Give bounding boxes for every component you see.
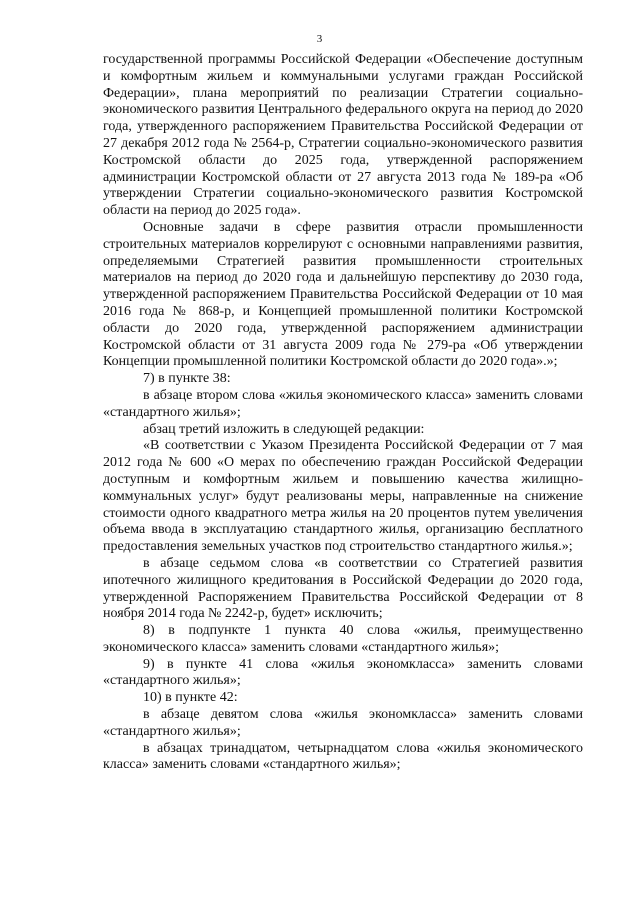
paragraph-item-7-third: абзац третий изложить в следующей редакции: [143, 421, 425, 437]
paragraph-item-10-ninth: в абзаце девятом слова «жилья экономкласса» заменить словами «стандартного жилья»; [103, 707, 583, 739]
page-number: 3 [316, 33, 323, 45]
paragraph-item-10: 10) в пункте 42: [143, 690, 238, 706]
paragraph-main-tasks: Основные задачи в сфере развития отрасли промышленности строительных материалов коррелируют с основными направлениями развития, определяемыми Стратегией развития промышленности строительных материалов на период до 2020 года и дальнейшую перспективу до 2030 года, утвержденной распоряжением Правительства Российской Федерации от 10 мая 2016 года № 868-р, и Концепцией промышленной политики Костромской области до 2020 года, утвержденной распоряжением администрации Костромской области от 31 августа 2009 года № 279-ра «Об утверждении Концепции промышленной политики Костромской области до 2020 года».»; [103, 219, 583, 370]
paragraph-item-7: 7) в пункте 38: [143, 371, 231, 387]
paragraph-quoted-text: «В соответствии с Указом Президента Российской Федерации от 7 мая 2012 года № 600 «О мерах по обеспечению граждан Российской Федерации доступным и комфортным жильем и повышению качества жилищно-коммунальных услуг» будут реализованы меры, направленные на снижение стоимости одного квадратного метра жилья на 20 процентов путем увеличения объема ввода в эксплуатацию стандартного жилья, организацию бесплатного предоставления земельных участков под строительство стандартного жилья.»; [103, 438, 583, 555]
paragraph-continued: государственной программы Российской Федерации «Обеспечение доступным и комфортным жильем и коммунальными услугами граждан Российской Федерации», плана мероприятий по реализации Стратегии социально-экономического развития Центрального федерального округа на период до 2020 года, утвержденного распоряжением Правительства Российской Федерации от 27 декабря 2012 года № 2564-р, Стратегии социально-экономического развития Костромской области до 2025 года, утвержденной распоряжением администрации Костромской области от 27 августа 2013 года № 189-ра «Об утверждении Стратегии социально-экономического развития Костромской области на период до 2025 года». [103, 52, 583, 219]
paragraph-item-10-thirteenth: в абзацах тринадцатом, четырнадцатом слова «жилья экономического класса» заменить словами «стандартного жилья»; [103, 740, 583, 773]
paragraph-item-9: 9) в пункте 41 слова «жилья экономкласса» заменить словами «стандартного жилья»; [103, 656, 583, 689]
document-body [103, 52, 583, 774]
paragraph-item-7-second: в абзаце втором слова «жилья экономического класса» заменить словами «стандартного жилья»; [103, 387, 583, 420]
paragraph-item-8: 8) в подпункте 1 пункта 40 слова «жилья, преимущественно экономического класса» заменить словами «стандартного жилья»; [103, 623, 583, 655]
paragraph-item-7-seventh: в абзаце седьмом слова «в соответствии со Стратегией развития ипотечного жилищного кредитования в Российской Федерации до 2020 года, утвержденной Распоряжением Правительства Российской Федерации от 8 ноября 2014 года № 2242-р, будет» исключить; [103, 555, 583, 622]
